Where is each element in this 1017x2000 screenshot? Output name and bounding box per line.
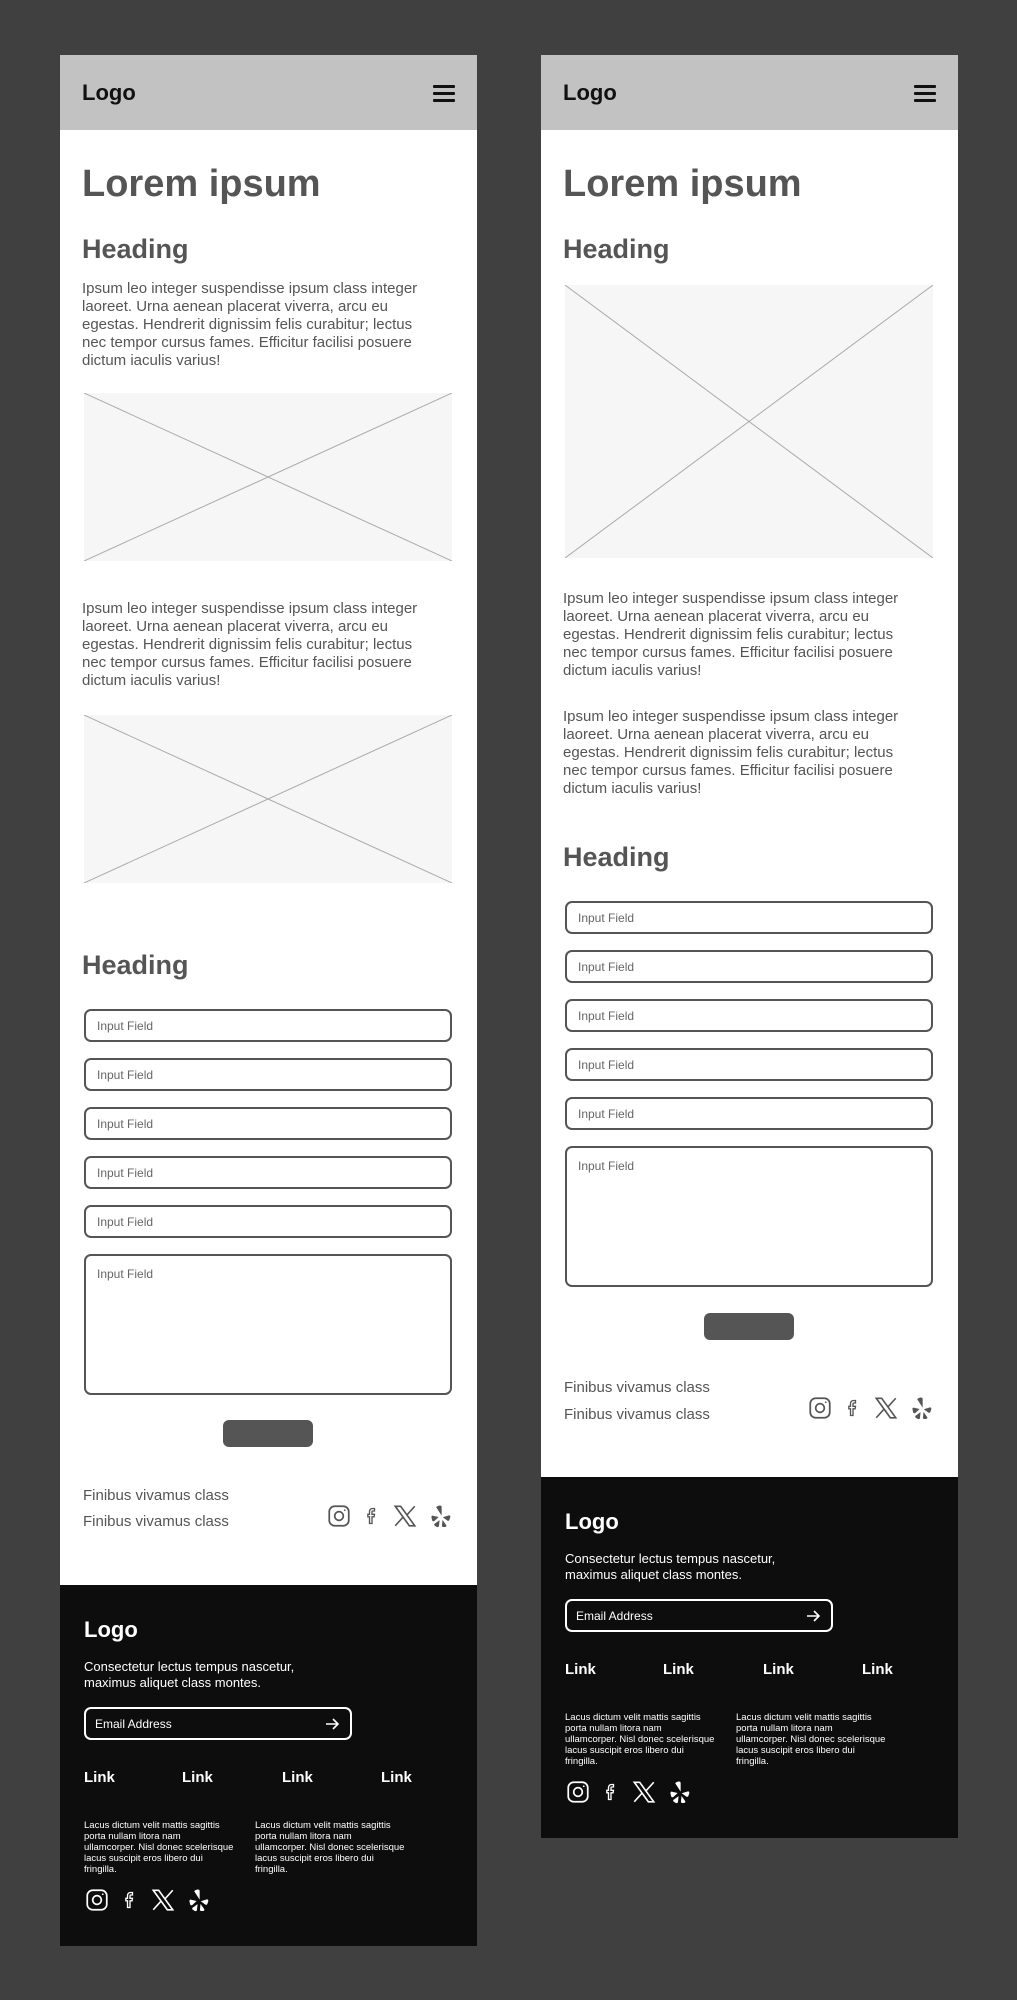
input-field-2[interactable] [565, 950, 933, 983]
page-title: Lorem ipsum [82, 163, 321, 205]
x-icon[interactable] [631, 1779, 657, 1805]
image-placeholder [84, 393, 452, 561]
input-field-1[interactable] [565, 901, 933, 934]
x-icon[interactable] [392, 1503, 418, 1529]
footer-small-text-1: Lacus dictum velit mattis sagittis porta nullam litora nam ullamcorper. Nisl donec scelerisque lacus suscipit eros libero dui fringilla. [84, 1820, 234, 1875]
facebook-icon[interactable] [843, 1395, 863, 1421]
contact-line-2: Finibus vivamus class [564, 1406, 710, 1423]
footer-link-4[interactable]: Link [862, 1661, 893, 1678]
footer-logo[interactable]: Logo [565, 1509, 619, 1534]
yelp-icon[interactable] [186, 1887, 212, 1913]
footer-small-text-2: Lacus dictum velit mattis sagittis porta nullam litora nam ullamcorper. Nisl donec scelerisque lacus suscipit eros libero dui fringilla. [736, 1712, 886, 1767]
email-input[interactable] [95, 1717, 295, 1731]
social-links [807, 1395, 935, 1421]
section-heading: Heading [82, 234, 189, 264]
instagram-icon[interactable] [807, 1395, 833, 1421]
footer-link-2[interactable]: Link [182, 1769, 213, 1786]
yelp-icon[interactable] [667, 1779, 693, 1805]
arrow-right-icon[interactable] [805, 1608, 821, 1624]
instagram-icon[interactable] [565, 1779, 591, 1805]
input-field-5[interactable] [84, 1205, 452, 1238]
newsletter-form [84, 1707, 352, 1740]
footer-link-3[interactable]: Link [763, 1661, 794, 1678]
footer-link-3[interactable]: Link [282, 1769, 313, 1786]
footer-link-2[interactable]: Link [663, 1661, 694, 1678]
contact-line-2: Finibus vivamus class [83, 1513, 229, 1530]
body-paragraph: Ipsum leo integer suspendisse ipsum class integer laoreet. Urna aenean placerat viverra, arcu eu egestas. Hendrerit dignissim felis curabitur; lectus nec tempor cursus fames. Efficitur facilisi posuere dictum iaculis varius! [82, 600, 418, 689]
input-field-2[interactable] [84, 1058, 452, 1091]
hamburger-menu-icon[interactable] [433, 83, 455, 103]
image-placeholder [565, 285, 933, 558]
facebook-icon[interactable] [601, 1779, 621, 1805]
site-header [60, 55, 477, 130]
section-heading: Heading [563, 234, 670, 264]
facebook-icon[interactable] [362, 1503, 382, 1529]
form-heading: Heading [82, 950, 189, 980]
header-logo[interactable]: Logo [563, 79, 617, 105]
email-input[interactable] [576, 1609, 776, 1623]
mobile-layout-a [60, 55, 477, 1946]
footer-link-4[interactable]: Link [381, 1769, 412, 1786]
footer-social-links [84, 1887, 212, 1913]
mobile-layout-b [541, 55, 958, 1838]
message-textarea[interactable] [565, 1146, 933, 1287]
newsletter-form [565, 1599, 833, 1632]
page-title: Lorem ipsum [563, 163, 802, 205]
footer-link-1[interactable]: Link [84, 1769, 115, 1786]
hamburger-menu-icon[interactable] [914, 83, 936, 103]
form-heading: Heading [563, 842, 670, 872]
yelp-icon[interactable] [428, 1503, 454, 1529]
instagram-icon[interactable] [326, 1503, 352, 1529]
arrow-right-icon[interactable] [324, 1716, 340, 1732]
yelp-icon[interactable] [909, 1395, 935, 1421]
input-field-4[interactable] [565, 1048, 933, 1081]
body-paragraph: Ipsum leo integer suspendisse ipsum class integer laoreet. Urna aenean placerat viverra, arcu eu egestas. Hendrerit dignissim felis curabitur; lectus nec tempor cursus fames. Efficitur facilisi posuere dictum iaculis varius! [563, 590, 899, 679]
footer-description: Consectetur lectus tempus nascetur, maximus aliquet class montes. [565, 1551, 776, 1582]
body-paragraph: Ipsum leo integer suspendisse ipsum class integer laoreet. Urna aenean placerat viverra, arcu eu egestas. Hendrerit dignissim felis curabitur; lectus nec tempor cursus fames. Efficitur facilisi posuere dictum iaculis varius! [82, 280, 418, 369]
contact-line-1: Finibus vivamus class [83, 1487, 229, 1504]
site-header [541, 55, 958, 130]
social-links [326, 1503, 454, 1529]
submit-button[interactable] [223, 1420, 313, 1447]
instagram-icon[interactable] [84, 1887, 110, 1913]
contact-line-1: Finibus vivamus class [564, 1379, 710, 1396]
input-field-5[interactable] [565, 1097, 933, 1130]
footer-small-text-2: Lacus dictum velit mattis sagittis porta nullam litora nam ullamcorper. Nisl donec scelerisque lacus suscipit eros libero dui fringilla. [255, 1820, 405, 1875]
footer-logo[interactable]: Logo [84, 1617, 138, 1642]
input-field-3[interactable] [565, 999, 933, 1032]
image-placeholder [84, 715, 452, 883]
x-icon[interactable] [873, 1395, 899, 1421]
input-field-3[interactable] [84, 1107, 452, 1140]
footer-social-links [565, 1779, 693, 1805]
facebook-icon[interactable] [120, 1887, 140, 1913]
message-textarea[interactable] [84, 1254, 452, 1395]
site-footer [541, 1477, 958, 1838]
header-logo[interactable]: Logo [82, 79, 136, 105]
footer-small-text-1: Lacus dictum velit mattis sagittis porta nullam litora nam ullamcorper. Nisl donec scelerisque lacus suscipit eros libero dui fringilla. [565, 1712, 715, 1767]
site-footer [60, 1585, 477, 1946]
submit-button[interactable] [704, 1313, 794, 1340]
footer-description: Consectetur lectus tempus nascetur, maximus aliquet class montes. [84, 1659, 295, 1690]
x-icon[interactable] [150, 1887, 176, 1913]
input-field-4[interactable] [84, 1156, 452, 1189]
body-paragraph: Ipsum leo integer suspendisse ipsum class integer laoreet. Urna aenean placerat viverra, arcu eu egestas. Hendrerit dignissim felis curabitur; lectus nec tempor cursus fames. Efficitur facilisi posuere dictum iaculis varius! [563, 708, 899, 797]
footer-link-1[interactable]: Link [565, 1661, 596, 1678]
input-field-1[interactable] [84, 1009, 452, 1042]
